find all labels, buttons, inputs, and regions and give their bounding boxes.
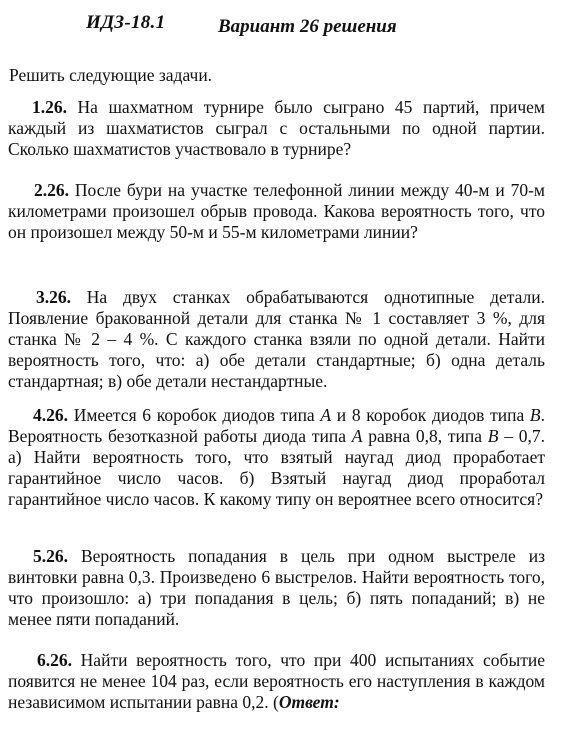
problem-4-type-a: A	[320, 405, 332, 425]
problem-6	[8, 650, 545, 713]
problem-1-number: 1.26.	[32, 97, 67, 117]
header-variant-title: Вариант 26 решения	[218, 16, 397, 37]
problem-6-text: Найти вероятность того, что при 400 испытаниях событие появится не менее 104 раз, если вероятность его наступления в каждом независимом испытании равна 0,2. (	[8, 650, 545, 712]
problem-6-number: 6.26.	[37, 650, 72, 670]
intro-text: Решить следующие задачи.	[9, 65, 213, 85]
problem-5-number: 5.26.	[33, 546, 68, 566]
problem-1	[8, 97, 545, 160]
problem-6-answer-label: Ответ:	[278, 692, 340, 712]
problem-4-text-part-4: равна 0,8, типа	[362, 426, 488, 446]
header-assignment-code: ИДЗ-18.1	[86, 12, 166, 33]
problem-2-text: После бури на участке телефонной линии между 40-м и 70-м километрами произошел обрыв провода. Какова вероятность того, что он произошел между 50-м и 55-м километрами линии?	[8, 180, 545, 242]
problem-2-number: 2.26.	[34, 180, 69, 200]
problem-3	[8, 287, 545, 392]
problem-5-text: Вероятность попадания в цель при одном выстреле из винтовки равна 0,3. Произведено 6 выстрелов. Найти вероятность того, что произошло: а) три попадания в цель; б) пять попаданий; в) не менее пяти попаданий.	[8, 546, 545, 629]
problem-3-text: На двух станках обрабатываются однотипные детали. Появление бракованной детали для станка № 1 составляет 3 %, для станка № 2 – 4 %. С каждого станка взяли по одной детали. Найти вероятность того, что: а) обе детали стандартные; б) одна деталь стандартная; в) обе детали нестандартные.	[8, 287, 545, 391]
problem-4-text-part-3: . Вероятность безотказной работы диода типа	[8, 405, 545, 446]
problem-4-number: 4.26.	[33, 405, 68, 425]
page-header	[0, 12, 580, 42]
problem-4-text-part-5: – 0,7. а) Найти вероятность того, что взятый наугад диод проработает гарантийное число часов. б) Взятый наугад диод проработал гарантийное число часов. К какому типу он вероятнее всего относится?	[8, 426, 546, 509]
problem-4-type-b-2: B	[487, 426, 499, 446]
problem-5	[8, 546, 545, 630]
problem-4-type-b: B	[529, 405, 541, 425]
problem-4-text-part-1: Имеется 6 коробок диодов типа	[73, 405, 321, 425]
problem-4-text-part-2: и 8 коробок диодов типа	[331, 405, 530, 425]
problem-4	[8, 405, 545, 510]
problem-2	[8, 180, 545, 243]
problem-4-type-a-2: A	[351, 426, 363, 446]
problem-1-text: На шахматном турнире было сыграно 45 партий, причем каждый из шахматистов сыграл с остальными по одной партии. Сколько шахматистов участвовало в турнире?	[8, 97, 545, 159]
problem-3-number: 3.26.	[36, 287, 71, 307]
